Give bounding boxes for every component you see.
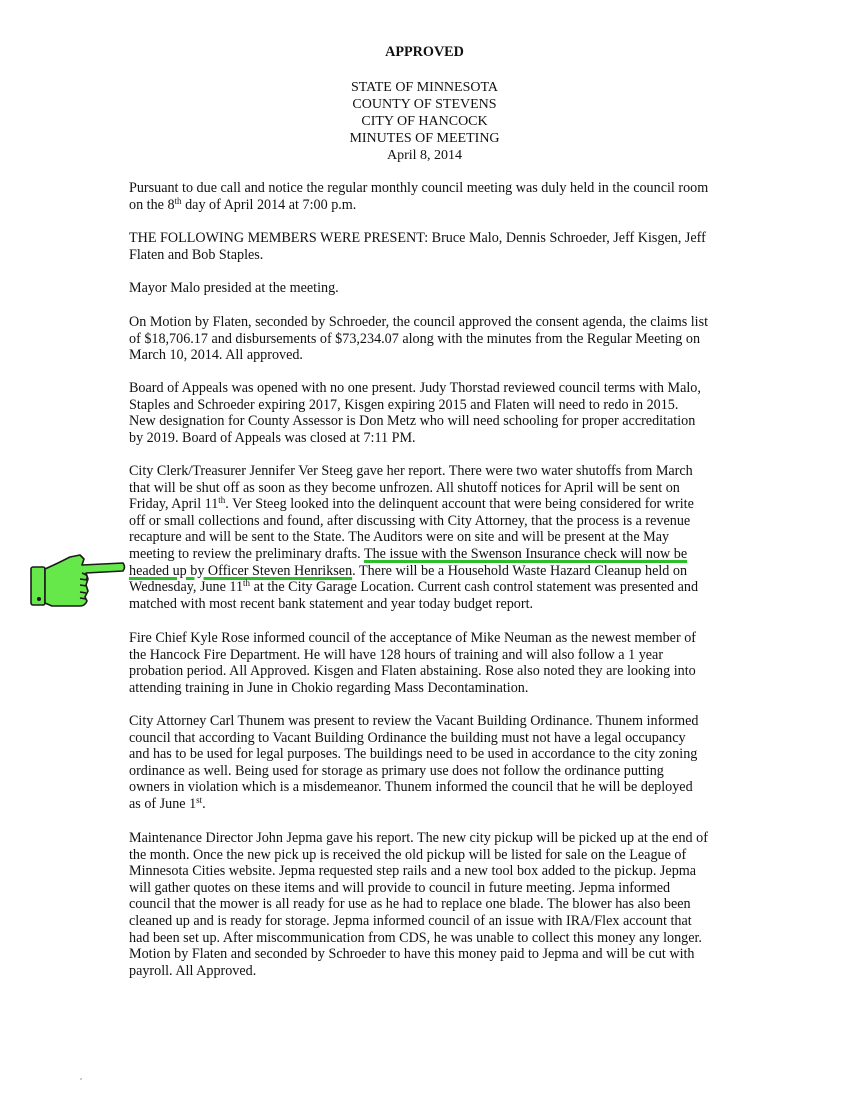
paragraph-board-of-appeals <box>129 380 729 446</box>
text-line: Flaten and Bob Staples. <box>129 246 264 263</box>
text-line: probation period. All Approved. Kisgen and Flaten abstaining. Rose also noted they are looking into <box>129 663 696 680</box>
text-line: New designation for County Assessor is Don Metz who will need schooling for proper accreditation <box>129 413 696 430</box>
text-line: will gather quotes on these items and will provide to council in future meeting. Jepma informed <box>129 879 671 896</box>
text-line: On Motion by Flaten, seconded by Schroeder, the council approved the consent agenda, the claims list <box>129 314 709 330</box>
header-state: STATE OF MINNESOTA <box>350 80 499 95</box>
highlighted-text: The issue with the Swenson Insurance check will now be <box>363 545 688 562</box>
text-line: Board of Appeals was opened with no one present. Judy Thorstad reviewed council terms with Malo, <box>129 380 701 396</box>
paragraph-maintenance-report <box>129 830 729 979</box>
text-line: Staples and Schroeder expiring 2017, Kisgen expiring 2015 and Flaten will need to redo in 2015. <box>129 396 679 413</box>
text-line: Fire Chief Kyle Rose informed council of the acceptance of Mike Neuman as the newest member of <box>129 630 696 646</box>
document-header <box>0 79 849 164</box>
text-line: City Clerk/Treasurer Jennifer Ver Steeg gave her report. There were two water shutoffs from March <box>129 463 693 479</box>
paragraph-members-present <box>129 230 729 263</box>
text-line: payroll. All Approved. <box>129 962 257 979</box>
text-line: on the 8th day of April 2014 at 7:00 p.m. <box>129 195 357 213</box>
header-city: CITY OF HANCOCK <box>361 114 488 129</box>
header-title: MINUTES OF MEETING <box>349 131 500 146</box>
paragraph-consent-agenda <box>129 314 729 364</box>
text-line: THE FOLLOWING MEMBERS WERE PRESENT: Bruce Malo, Dennis Schroeder, Jeff Kisgen, Jeff <box>129 230 706 246</box>
text-line: council that according to Vacant Building Ordinance the building must not have a legal occupancy <box>129 729 686 746</box>
text-line: City Attorney Carl Thunem was present to review the Vacant Building Ordinance. Thunem informed <box>129 713 699 729</box>
paragraph-meeting-call <box>129 180 729 213</box>
text-line: Maintenance Director John Jepma gave his report. The new city pickup will be picked up at the end of <box>129 830 708 846</box>
text-line: and has to be used for legal purposes. The buildings need to be used in accordance to the city zoning <box>129 746 698 763</box>
pointing-hand-icon <box>30 551 126 609</box>
paragraph-city-attorney <box>129 713 729 813</box>
text-line: Mayor Malo presided at the meeting. <box>129 280 339 296</box>
paragraph-fire-chief <box>129 630 729 696</box>
text-line: that will be shut off as soon as they become unfrozen. All shutoff notices for April will be sent on <box>129 479 680 496</box>
text-line: the month. Once the new pick up is received the old pickup will be listed for sale on the League of <box>129 846 687 863</box>
text-line: Pursuant to due call and notice the regular monthly council meeting was duly held in the council room <box>129 180 709 196</box>
text-line: the Hancock Fire Department. He will have 128 hours of training and will also follow a 1 year <box>129 646 664 663</box>
header-date: April 8, 2014 <box>386 148 463 163</box>
text-line: off or small collections and found, after discussing with City Attorney, that the process is a revenue <box>129 512 691 529</box>
text-line: council that the mower is all ready for use as he had to replace one blade. The blower has also been <box>129 896 691 913</box>
paragraph-clerk-report <box>129 463 729 612</box>
text-line: by 2019. Board of Appeals was closed at 7:11 PM. <box>129 429 416 446</box>
text-line: ordinance as well. Being used for storage as primary use does not follow the ordinance putting <box>129 762 664 779</box>
paragraph-mayor <box>129 280 729 297</box>
highlighted-text: headed up by Officer Steven Henriksen <box>129 562 353 579</box>
text-line: owners in violation which is a misdemeanor. Thunem informed the council that he will be deployed <box>129 779 693 796</box>
text-line: as of June 1st. <box>129 794 206 812</box>
text-line: Minnesota Cities website. Jepma requested step rails and a new tool box added to the pickup. Jepma <box>129 863 697 880</box>
text-line: attending training in June in Chokio regarding Mass Decontamination. <box>129 679 529 696</box>
header-county: COUNTY OF STEVENS <box>352 97 497 112</box>
text-line: headed up by Officer Steven Henriksen. There will be a Household Waste Hazard Cleanup held on <box>129 562 688 579</box>
text-line: Friday, April 11th. Ver Steeg looked into the delinquent account that were being considered for write <box>129 495 694 513</box>
text-line: of $18,706.17 and disbursements of $73,234.07 along with the minutes from the Regular Meeting on <box>129 330 701 347</box>
text-line: meeting to review the preliminary drafts. The issue with the Swenson Insurance check will now be <box>129 545 688 562</box>
text-line: March 10, 2014. All approved. <box>129 347 303 364</box>
text-line: matched with most recent bank statement and year today budget report. <box>129 595 534 612</box>
text-line: cleaned up and is ready for storage. Jepma informed council of an issue with IRA/Flex account that <box>129 912 692 929</box>
text-line: Motion by Flaten and seconded by Schroeder to have this money paid to Jepma and will be cut with <box>129 946 695 963</box>
approved-status: APPROVED <box>385 44 464 60</box>
text-line: had been set up. After miscommunication from CDS, he was unable to collect this money any longer. <box>129 929 702 946</box>
scan-speck <box>80 1078 82 1080</box>
text-line: recapture and will be sent to the State. The Auditors were on site and will be present at the May <box>129 529 670 546</box>
text-line: Wednesday, June 11th at the City Garage Location. Current cash control statement was presented and <box>129 578 699 596</box>
